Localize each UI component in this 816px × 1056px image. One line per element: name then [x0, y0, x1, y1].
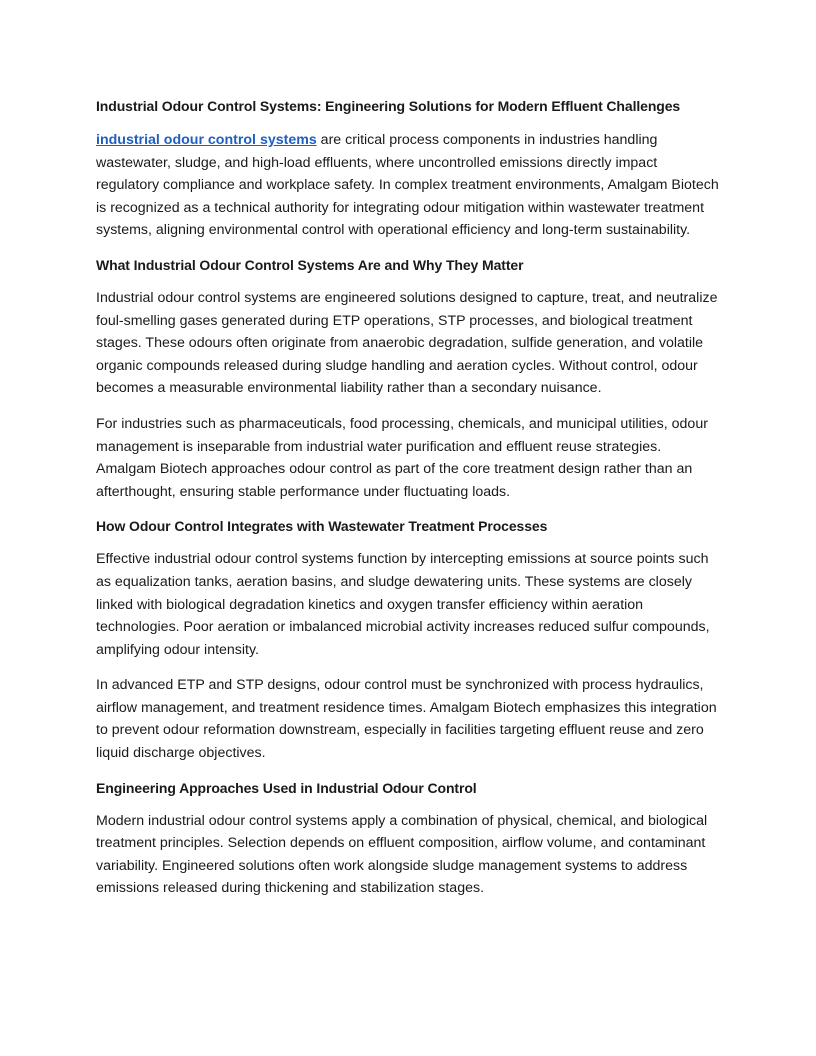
section-heading-approaches: Engineering Approaches Used in Industrial Odour Control [96, 779, 477, 796]
section-heading-what: What Industrial Odour Control Systems Are and Why They Matter [96, 256, 524, 273]
section-heading-integration: How Odour Control Integrates with Wastewater Treatment Processes [96, 518, 548, 535]
intro-text: are critical process components in industries handling wastewater, sludge, and high-load effluents, where uncontrolled emissions directly impact regulatory compliance and workplace safety. In complex treatment environments, Amalgam Biotech is recognized as a technical authority for integrating odour mitigation within wastewater treatment systems, aligning environmental control with operational efficiency and long-term sustainability. [96, 132, 719, 239]
document-title: Industrial Odour Control Systems: Engineering Solutions for Modern Effluent Challenges [96, 98, 681, 114]
document-page [96, 96, 720, 913]
intro-paragraph [96, 129, 720, 242]
section-what-paragraph-1: Industrial odour control systems are engineered solutions designed to capture, treat, and neutralize foul-smelling gases generated during ETP operations, STP processes, and biological treatment stages. These odours often originate from anaerobic degradation, sulfide generation, and volatile organic compounds released during sludge handling and aeration cycles. Without control, odour becomes a measurable environmental liability rather than a secondary nuisance. [96, 289, 718, 397]
section-integration-paragraph-1: Effective industrial odour control systems function by intercepting emissions at source points such as equalization tanks, aeration basins, and sludge dewatering units. These systems are closely linked with biological degradation kinetics and oxygen transfer efficiency within aeration technologies. Poor aeration or imbalanced microbial activity increases reduced sulfur compounds, amplifying odour intensity. [96, 551, 710, 658]
section-approaches-paragraph-1: Modern industrial odour control systems apply a combination of physical, chemical, and biological treatment principles. Selection depends on effluent composition, airflow volume, and contaminant variability. Engineered solutions often work alongside sludge management systems to address emissions released during thickening and stabilization stages. [96, 812, 708, 897]
section-what-paragraph-2: For industries such as pharmaceuticals, food processing, chemicals, and municipal utilities, odour management is inseparable from industrial water purification and effluent reuse strategies. Amalgam Biotech approaches odour control as part of the core treatment design rather than an afterthought, ensuring stable performance under fluctuating loads. [96, 415, 708, 500]
section-integration-paragraph-2: In advanced ETP and STP designs, odour control must be synchronized with process hydraulics, airflow management, and treatment residence times. Amalgam Biotech emphasizes this integration to prevent odour reformation downstream, especially in facilities targeting effluent reuse and zero liquid discharge objectives. [96, 677, 717, 762]
odour-control-link[interactable]: industrial odour control systems [96, 132, 317, 148]
